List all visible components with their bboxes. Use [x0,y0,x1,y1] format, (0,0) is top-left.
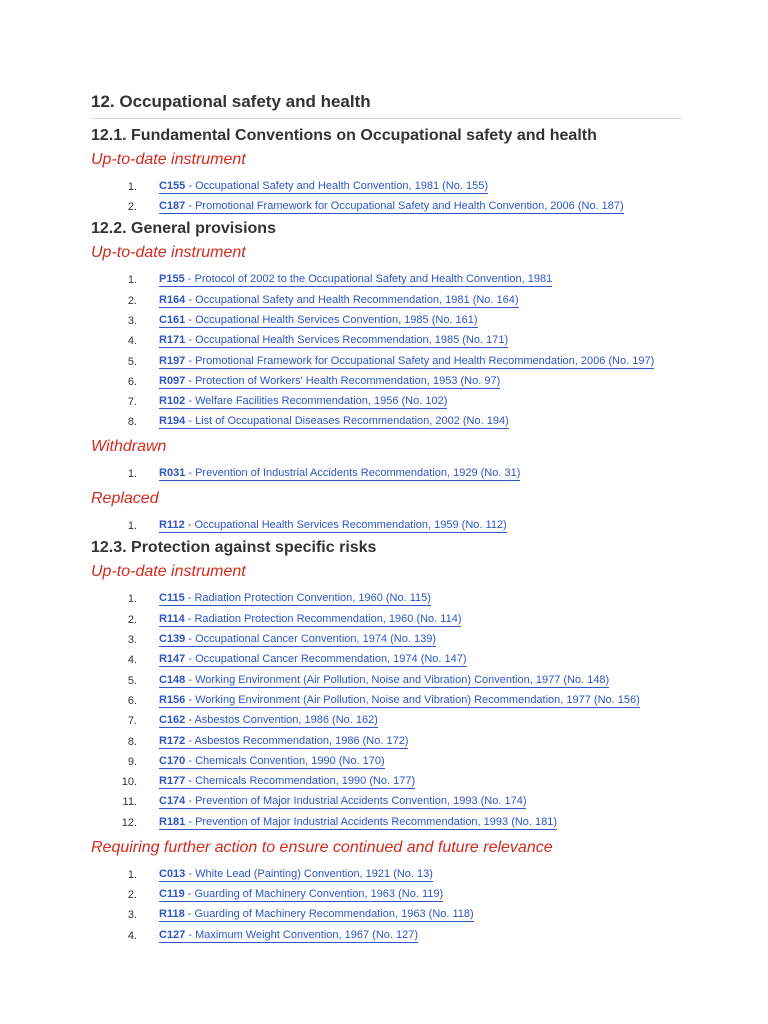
item-number: 1. [127,274,137,287]
instrument-link[interactable] [159,414,509,429]
instrument-link[interactable] [159,612,461,627]
instrument-link[interactable] [159,867,433,882]
instrument-code: R102 [159,395,186,408]
instrument-link[interactable] [159,734,408,749]
item-number: 8. [127,416,137,429]
status-label: Up-to-date instrument [91,151,246,168]
item-number: 7. [127,396,137,409]
instrument-link[interactable] [159,693,640,708]
item-number: 2. [127,201,137,214]
instrument-link[interactable] [159,199,624,214]
item-number: 3. [127,634,137,646]
item-number: 5. [127,355,137,368]
list-item [91,928,691,944]
instrument-code: R114 [159,612,185,625]
instrument-title: - Asbestos Convention, 1986 (No. 162) [185,714,378,727]
list-item [91,293,691,309]
list-item [91,612,691,628]
instrument-link[interactable] [159,754,385,769]
item-number: 2. [127,889,137,901]
item-number: 6. [127,375,137,388]
list-item [91,887,691,903]
list-item [91,518,691,534]
section-heading: 12.3. Protection against specific risks [91,539,377,557]
instrument-link[interactable] [159,713,378,728]
instrument-link[interactable] [159,928,418,943]
instrument-code: R181 [159,815,186,828]
item-number: 2. [127,613,137,626]
list-item [91,693,691,709]
instrument-code: C187 [159,200,186,213]
instrument-link[interactable] [159,354,654,369]
item-number: 1. [127,868,137,881]
instrument-link[interactable] [159,272,552,287]
instrument-link[interactable] [159,518,507,533]
instrument-code: C174 [159,795,186,808]
instrument-link[interactable] [159,815,557,830]
item-number: 1. [127,593,137,606]
instrument-code: P155 [159,273,185,286]
instrument-link[interactable] [159,374,500,389]
instrument-code: C013 [159,867,186,880]
instrument-title: - Welfare Facilities Recommendation, 1956 (No. 102) [185,395,448,408]
item-number: 2. [127,294,137,307]
list-item [91,794,691,810]
instrument-code: C155 [159,180,186,192]
instrument-link[interactable] [159,591,431,606]
instrument-title: - Maximum Weight Convention, 1967 (No. 127) [185,928,419,941]
instrument-code: R172 [159,734,186,747]
instrument-title: - Guarding of Machinery Convention, 1963 (No. 119) [184,888,444,900]
instrument-code: R118 [159,908,185,921]
instrument-code: C161 [159,313,186,326]
instrument-title: - Working Environment (Air Pollution, Noise and Vibration) Convention, 1977 (No. 148) [185,673,610,686]
item-number: 12. [121,816,137,829]
status-label: Withdrawn [91,438,167,456]
section-heading: 12.1. Fundamental Conventions on Occupational safety and health [91,127,597,144]
instrument-link[interactable] [159,466,520,481]
instrument-title: - Occupational Cancer Recommendation, 1974 (No. 147) [185,653,467,666]
item-number: 4. [127,929,137,942]
section-heading: 12.2. General provisions [91,220,276,238]
list-item [91,374,691,390]
list-item [91,734,691,750]
instrument-link[interactable] [159,293,519,308]
instrument-link[interactable] [159,907,474,922]
status-label: Replaced [91,490,159,508]
list-item [91,313,691,329]
instrument-title: - Occupational Health Services Recommendation, 1985 (No. 171) [185,334,509,347]
instrument-code: R097 [159,374,186,387]
item-number: 3. [127,314,137,327]
instrument-title: - Protocol of 2002 to the Occupational Safety and Health Convention, 1981 [184,273,553,286]
instrument-code: R112 [159,519,185,532]
item-number: 11. [122,796,137,809]
status-label: Up-to-date instrument [91,244,246,262]
item-number: 3. [127,909,137,922]
instrument-title: - List of Occupational Diseases Recommendation, 2002 (No. 194) [185,415,509,428]
list-item [91,867,691,883]
list-item [91,774,691,790]
instrument-code: C170 [159,754,186,767]
instrument-title: - Radiation Protection Convention, 1960 (No. 115) [184,592,431,605]
item-number: 10. [121,776,137,789]
status-label: Up-to-date instrument [91,563,246,581]
item-number: 1. [127,181,137,193]
instrument-link[interactable] [159,794,526,809]
item-number: 8. [127,735,137,748]
item-number: 4. [127,335,137,348]
instrument-link[interactable] [159,394,447,409]
item-number: 1. [127,520,137,533]
item-number: 6. [127,694,137,707]
instrument-title: - Prevention of Industrial Accidents Recommendation, 1929 (No. 31) [185,467,521,480]
instrument-code: R171 [159,334,186,347]
instrument-code: C115 [159,592,185,605]
instrument-title: - White Lead (Painting) Convention, 1921 (No. 13) [185,867,433,880]
instrument-title: - Guarding of Machinery Recommendation, 1963 (No. 118) [184,908,474,921]
list-item [91,272,691,288]
list-item [91,466,691,482]
instrument-title: - Prevention of Major Industrial Accidents Convention, 1993 (No. 174) [185,795,527,808]
instrument-link[interactable] [159,774,415,789]
instrument-link[interactable] [159,333,508,348]
list-item [91,591,691,607]
list-item [91,713,691,729]
instrument-title: - Chemicals Recommendation, 1990 (No. 177) [185,775,416,788]
instrument-code: R031 [159,467,186,480]
instrument-link[interactable] [159,887,443,902]
instrument-title: - Radiation Protection Recommendation, 1960 (No. 114) [184,612,462,625]
instrument-title: - Occupational Cancer Convention, 1974 (No. 139) [185,633,436,645]
list-item [91,815,691,831]
instrument-code: C162 [159,714,186,727]
item-number: 7. [127,715,137,728]
instrument-title: - Asbestos Recommendation, 1986 (No. 172) [185,734,409,747]
instrument-title: - Protection of Workers' Health Recommendation, 1953 (No. 97) [185,374,501,387]
list-item [91,179,691,195]
instrument-title: - Occupational Health Services Convention, 1985 (No. 161) [185,313,478,326]
status-label: Requiring further action to ensure continued and future relevance [91,838,553,856]
instrument-title: - Occupational Health Services Recommendation, 1959 (No. 112) [184,519,507,532]
list-item [91,754,691,770]
instrument-link[interactable] [159,652,467,667]
instrument-code: R147 [159,653,186,666]
instrument-code: R177 [159,775,186,788]
instrument-code: C127 [159,928,186,941]
instrument-code: C119 [159,888,185,900]
instrument-title: - Promotional Framework for Occupational Safety and Health Recommendation, 2006 (No. 197) [185,354,655,367]
list-item [91,652,691,668]
page-title: 12. Occupational safety and health [91,92,681,119]
list-item [91,632,691,648]
instrument-title: - Occupational Safety and Health Convention, 1981 (No. 155) [185,180,488,192]
item-number: 9. [127,755,137,768]
list-item [91,333,691,349]
list-item [91,673,691,689]
item-number: 1. [127,468,137,481]
instrument-code: R164 [159,293,186,306]
instrument-title: - Promotional Framework for Occupational Safety and Health Convention, 2006 (No. 187) [185,200,624,213]
list-item [91,907,691,923]
item-number: 5. [127,674,137,687]
instrument-title: - Occupational Safety and Health Recommendation, 1981 (No. 164) [185,293,519,306]
instrument-link[interactable] [159,179,488,194]
instrument-code: R197 [159,354,186,367]
instrument-link[interactable] [159,313,478,328]
item-number: 4. [127,654,137,667]
instrument-title: - Prevention of Major Industrial Accidents Recommendation, 1993 (No. 181) [185,815,558,828]
instrument-code: R156 [159,693,186,706]
instrument-title: - Chemicals Convention, 1990 (No. 170) [185,754,385,767]
instrument-code: C148 [159,673,186,686]
instrument-code: R194 [159,415,186,428]
instrument-link[interactable] [159,632,436,647]
list-item [91,354,691,370]
instrument-title: - Working Environment (Air Pollution, Noise and Vibration) Recommendation, 1977 (No. 156) [185,693,640,706]
instrument-code: C139 [159,633,186,645]
list-item [91,414,691,430]
instrument-link[interactable] [159,673,609,688]
list-item [91,199,691,215]
list-item [91,394,691,410]
